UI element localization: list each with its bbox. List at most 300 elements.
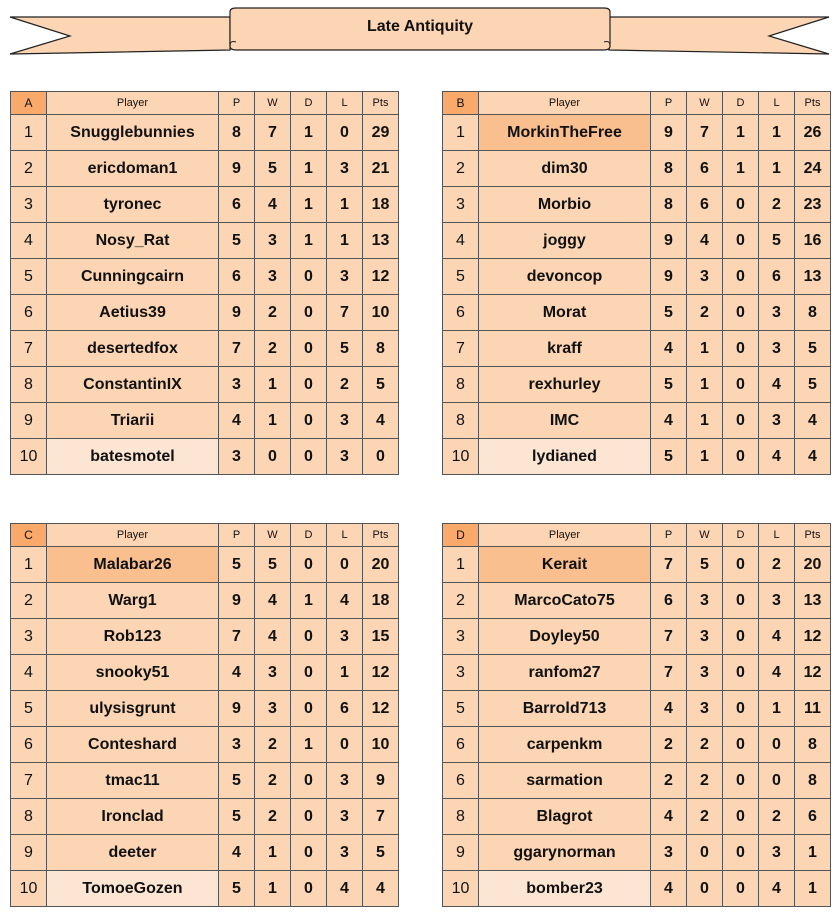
drawn-column-header: D (291, 524, 327, 547)
lost-cell: 2 (759, 187, 795, 223)
played-cell: 9 (219, 691, 255, 727)
drawn-cell: 0 (723, 367, 759, 403)
points-cell: 9 (363, 763, 399, 799)
table-row (11, 187, 399, 223)
table-row (11, 151, 399, 187)
points-cell: 11 (795, 691, 831, 727)
position-cell: 6 (11, 295, 47, 331)
position-cell: 6 (11, 727, 47, 763)
lost-cell: 4 (759, 871, 795, 907)
points-cell: 5 (363, 835, 399, 871)
lost-cell: 4 (327, 583, 363, 619)
points-cell: 12 (795, 619, 831, 655)
table-header-row (443, 524, 831, 547)
played-cell: 9 (219, 151, 255, 187)
won-column-header: W (687, 92, 723, 115)
played-cell: 6 (651, 583, 687, 619)
position-cell: 8 (443, 367, 479, 403)
points-cell: 6 (795, 799, 831, 835)
lost-cell: 0 (327, 115, 363, 151)
played-cell: 3 (651, 835, 687, 871)
lost-cell: 6 (327, 691, 363, 727)
lost-cell: 3 (759, 583, 795, 619)
player-name-cell: IMC (479, 403, 651, 439)
drawn-cell: 1 (723, 151, 759, 187)
player-name-cell: deeter (47, 835, 219, 871)
position-cell: 8 (443, 799, 479, 835)
points-cell: 1 (795, 835, 831, 871)
drawn-cell: 0 (723, 295, 759, 331)
drawn-cell: 0 (723, 403, 759, 439)
played-column-header: P (651, 524, 687, 547)
played-column-header: P (219, 524, 255, 547)
position-cell: 4 (11, 223, 47, 259)
position-cell: 3 (11, 187, 47, 223)
table-row (11, 691, 399, 727)
lost-cell: 0 (327, 727, 363, 763)
played-cell: 4 (219, 403, 255, 439)
played-cell: 5 (651, 295, 687, 331)
drawn-cell: 0 (723, 835, 759, 871)
won-column-header: W (255, 92, 291, 115)
drawn-cell: 0 (723, 871, 759, 907)
played-cell: 8 (219, 115, 255, 151)
lost-cell: 4 (759, 619, 795, 655)
table-row (443, 727, 831, 763)
table-row (11, 259, 399, 295)
drawn-cell: 0 (291, 871, 327, 907)
played-cell: 6 (219, 259, 255, 295)
points-cell: 4 (795, 403, 831, 439)
points-cell: 12 (363, 655, 399, 691)
table-row (443, 835, 831, 871)
drawn-cell: 0 (291, 439, 327, 475)
table-row (11, 871, 399, 907)
lost-column-header: L (327, 524, 363, 547)
played-cell: 2 (651, 727, 687, 763)
drawn-column-header: D (723, 524, 759, 547)
points-cell: 13 (363, 223, 399, 259)
played-cell: 5 (219, 547, 255, 583)
won-cell: 4 (255, 619, 291, 655)
lost-cell: 3 (327, 835, 363, 871)
player-name-cell: dim30 (479, 151, 651, 187)
lost-cell: 3 (327, 799, 363, 835)
lost-cell: 6 (759, 259, 795, 295)
player-name-cell: Nosy_Rat (47, 223, 219, 259)
player-column-header: Player (47, 92, 219, 115)
won-cell: 2 (255, 799, 291, 835)
won-column-header: W (255, 524, 291, 547)
position-cell: 6 (443, 295, 479, 331)
lost-cell: 5 (759, 223, 795, 259)
position-cell: 3 (443, 655, 479, 691)
drawn-cell: 0 (723, 799, 759, 835)
won-cell: 0 (687, 871, 723, 907)
lost-cell: 3 (327, 403, 363, 439)
lost-cell: 3 (759, 835, 795, 871)
won-cell: 7 (687, 115, 723, 151)
group-label: C (11, 524, 47, 547)
lost-cell: 3 (327, 439, 363, 475)
drawn-cell: 1 (291, 151, 327, 187)
played-cell: 7 (219, 619, 255, 655)
table-row (443, 763, 831, 799)
points-cell: 20 (795, 547, 831, 583)
player-name-cell: ConstantinIX (47, 367, 219, 403)
position-cell: 10 (11, 439, 47, 475)
player-name-cell: Morbio (479, 187, 651, 223)
table-row (443, 547, 831, 583)
played-cell: 4 (219, 655, 255, 691)
table-row (443, 367, 831, 403)
player-column-header: Player (479, 92, 651, 115)
drawn-cell: 0 (723, 187, 759, 223)
table-row (443, 871, 831, 907)
player-name-cell: Barrold713 (479, 691, 651, 727)
played-cell: 4 (219, 835, 255, 871)
lost-cell: 3 (759, 403, 795, 439)
table-row (443, 295, 831, 331)
won-cell: 3 (687, 583, 723, 619)
player-name-cell: ulysisgrunt (47, 691, 219, 727)
points-cell: 13 (795, 583, 831, 619)
position-cell: 6 (443, 727, 479, 763)
points-cell: 18 (363, 187, 399, 223)
lost-cell: 0 (759, 727, 795, 763)
points-cell: 16 (795, 223, 831, 259)
lost-cell: 3 (759, 331, 795, 367)
played-cell: 9 (651, 115, 687, 151)
lost-cell: 0 (327, 547, 363, 583)
player-name-cell: MorkinTheFree (479, 115, 651, 151)
points-cell: 21 (363, 151, 399, 187)
won-cell: 1 (687, 439, 723, 475)
won-cell: 1 (255, 403, 291, 439)
lost-cell: 0 (759, 763, 795, 799)
played-cell: 2 (651, 763, 687, 799)
group-c-table (10, 523, 399, 907)
drawn-cell: 0 (291, 403, 327, 439)
played-cell: 9 (651, 259, 687, 295)
group-b-table (442, 91, 831, 475)
drawn-cell: 1 (291, 187, 327, 223)
table-row (11, 403, 399, 439)
table-row (443, 403, 831, 439)
position-cell: 9 (443, 835, 479, 871)
player-name-cell: Ironclad (47, 799, 219, 835)
player-name-cell: Morat (479, 295, 651, 331)
player-name-cell: TomoeGozen (47, 871, 219, 907)
drawn-cell: 0 (291, 763, 327, 799)
points-column-header: Pts (363, 524, 399, 547)
points-cell: 7 (363, 799, 399, 835)
won-cell: 2 (255, 727, 291, 763)
played-cell: 4 (651, 331, 687, 367)
drawn-cell: 0 (291, 259, 327, 295)
table-row (443, 223, 831, 259)
played-cell: 5 (219, 871, 255, 907)
lost-cell: 1 (759, 691, 795, 727)
lost-cell: 7 (327, 295, 363, 331)
drawn-cell: 0 (723, 547, 759, 583)
won-cell: 7 (255, 115, 291, 151)
player-name-cell: Aetius39 (47, 295, 219, 331)
group-d-table (442, 523, 831, 907)
lost-cell: 1 (327, 655, 363, 691)
played-cell: 9 (219, 583, 255, 619)
played-cell: 7 (651, 547, 687, 583)
points-cell: 4 (363, 871, 399, 907)
player-name-cell: Rob123 (47, 619, 219, 655)
table-row (11, 331, 399, 367)
table-row (11, 223, 399, 259)
won-cell: 3 (687, 655, 723, 691)
drawn-cell: 0 (723, 223, 759, 259)
played-cell: 8 (651, 151, 687, 187)
drawn-cell: 0 (723, 439, 759, 475)
played-cell: 7 (651, 619, 687, 655)
table-row (443, 187, 831, 223)
position-cell: 2 (443, 583, 479, 619)
position-cell: 8 (11, 799, 47, 835)
won-cell: 3 (687, 619, 723, 655)
drawn-cell: 0 (723, 763, 759, 799)
won-cell: 4 (687, 223, 723, 259)
won-cell: 3 (255, 259, 291, 295)
player-name-cell: carpenkm (479, 727, 651, 763)
lost-cell: 2 (759, 547, 795, 583)
drawn-cell: 0 (723, 619, 759, 655)
drawn-column-header: D (723, 92, 759, 115)
drawn-cell: 0 (291, 619, 327, 655)
position-cell: 4 (11, 655, 47, 691)
position-cell: 3 (11, 619, 47, 655)
position-cell: 5 (443, 691, 479, 727)
drawn-cell: 1 (291, 223, 327, 259)
won-cell: 0 (687, 835, 723, 871)
won-cell: 2 (687, 727, 723, 763)
player-name-cell: devoncop (479, 259, 651, 295)
points-column-header: Pts (795, 92, 831, 115)
points-cell: 20 (363, 547, 399, 583)
lost-cell: 3 (327, 151, 363, 187)
played-cell: 9 (651, 223, 687, 259)
won-cell: 1 (687, 403, 723, 439)
position-cell: 2 (11, 151, 47, 187)
player-name-cell: ranfom27 (479, 655, 651, 691)
won-cell: 2 (255, 295, 291, 331)
lost-cell: 1 (327, 223, 363, 259)
player-name-cell: bomber23 (479, 871, 651, 907)
player-name-cell: ggarynorman (479, 835, 651, 871)
won-cell: 4 (255, 583, 291, 619)
points-cell: 18 (363, 583, 399, 619)
table-header-row (443, 92, 831, 115)
table-row (11, 115, 399, 151)
played-cell: 5 (219, 799, 255, 835)
points-cell: 1 (795, 871, 831, 907)
table-row (11, 439, 399, 475)
played-cell: 4 (651, 403, 687, 439)
position-cell: 1 (11, 547, 47, 583)
points-cell: 4 (363, 403, 399, 439)
played-cell: 5 (651, 367, 687, 403)
points-cell: 5 (795, 331, 831, 367)
points-cell: 5 (795, 367, 831, 403)
position-cell: 8 (11, 367, 47, 403)
won-cell: 1 (255, 367, 291, 403)
position-cell: 3 (443, 187, 479, 223)
position-cell: 2 (11, 583, 47, 619)
drawn-column-header: D (291, 92, 327, 115)
player-column-header: Player (479, 524, 651, 547)
position-cell: 4 (443, 223, 479, 259)
table-row (11, 727, 399, 763)
player-name-cell: Conteshard (47, 727, 219, 763)
points-cell: 10 (363, 727, 399, 763)
lost-column-header: L (327, 92, 363, 115)
table-row (11, 835, 399, 871)
lost-cell: 4 (327, 871, 363, 907)
points-cell: 12 (363, 691, 399, 727)
position-cell: 7 (11, 331, 47, 367)
points-cell: 26 (795, 115, 831, 151)
table-row (11, 763, 399, 799)
points-cell: 12 (363, 259, 399, 295)
played-cell: 5 (219, 763, 255, 799)
won-cell: 1 (255, 871, 291, 907)
drawn-cell: 0 (291, 799, 327, 835)
points-cell: 8 (795, 295, 831, 331)
lost-cell: 4 (759, 655, 795, 691)
played-column-header: P (651, 92, 687, 115)
won-cell: 2 (255, 331, 291, 367)
player-name-cell: rexhurley (479, 367, 651, 403)
drawn-cell: 0 (291, 655, 327, 691)
page-title: Late Antiquity (366, 18, 474, 35)
drawn-cell: 0 (291, 367, 327, 403)
player-name-cell: Cunningcairn (47, 259, 219, 295)
lost-cell: 1 (327, 187, 363, 223)
played-cell: 8 (651, 187, 687, 223)
lost-cell: 5 (327, 331, 363, 367)
position-cell: 9 (11, 835, 47, 871)
player-name-cell: joggy (479, 223, 651, 259)
played-cell: 4 (651, 691, 687, 727)
won-cell: 4 (255, 187, 291, 223)
table-row (443, 439, 831, 475)
played-cell: 3 (219, 367, 255, 403)
table-row (443, 655, 831, 691)
won-cell: 6 (687, 187, 723, 223)
title-banner (0, 0, 839, 70)
lost-cell: 3 (759, 295, 795, 331)
player-name-cell: Triarii (47, 403, 219, 439)
player-name-cell: lydianed (479, 439, 651, 475)
lost-cell: 4 (759, 367, 795, 403)
drawn-cell: 0 (291, 295, 327, 331)
player-name-cell: sarmation (479, 763, 651, 799)
player-name-cell: Kerait (479, 547, 651, 583)
table-row (11, 583, 399, 619)
played-cell: 9 (219, 295, 255, 331)
drawn-cell: 1 (723, 115, 759, 151)
group-label: A (11, 92, 47, 115)
player-name-cell: Blagrot (479, 799, 651, 835)
lost-column-header: L (759, 524, 795, 547)
drawn-cell: 0 (723, 727, 759, 763)
lost-cell: 1 (759, 151, 795, 187)
position-cell: 5 (11, 259, 47, 295)
position-cell: 6 (443, 763, 479, 799)
won-cell: 2 (255, 763, 291, 799)
played-cell: 5 (651, 439, 687, 475)
lost-cell: 1 (759, 115, 795, 151)
group-label: B (443, 92, 479, 115)
points-cell: 23 (795, 187, 831, 223)
won-cell: 5 (255, 151, 291, 187)
drawn-cell: 0 (291, 835, 327, 871)
player-name-cell: tyronec (47, 187, 219, 223)
player-name-cell: tmac11 (47, 763, 219, 799)
player-name-cell: batesmotel (47, 439, 219, 475)
lost-cell: 4 (759, 439, 795, 475)
drawn-cell: 1 (291, 583, 327, 619)
drawn-cell: 0 (723, 691, 759, 727)
won-cell: 2 (687, 799, 723, 835)
points-cell: 8 (795, 727, 831, 763)
table-row (443, 259, 831, 295)
position-cell: 10 (443, 871, 479, 907)
won-cell: 5 (255, 547, 291, 583)
points-cell: 10 (363, 295, 399, 331)
won-cell: 2 (687, 295, 723, 331)
won-cell: 5 (687, 547, 723, 583)
player-name-cell: ericdoman1 (47, 151, 219, 187)
played-cell: 5 (219, 223, 255, 259)
lost-cell: 3 (327, 259, 363, 295)
table-row (11, 367, 399, 403)
position-cell: 7 (443, 331, 479, 367)
position-cell: 5 (11, 691, 47, 727)
lost-column-header: L (759, 92, 795, 115)
drawn-cell: 0 (291, 691, 327, 727)
player-column-header: Player (47, 524, 219, 547)
position-cell: 10 (443, 439, 479, 475)
played-column-header: P (219, 92, 255, 115)
table-row (443, 583, 831, 619)
drawn-cell: 0 (291, 547, 327, 583)
won-cell: 3 (687, 691, 723, 727)
points-cell: 5 (363, 367, 399, 403)
table-row (11, 295, 399, 331)
played-cell: 4 (651, 799, 687, 835)
player-name-cell: MarcoCato75 (479, 583, 651, 619)
table-row (11, 799, 399, 835)
drawn-cell: 1 (291, 727, 327, 763)
lost-cell: 3 (327, 763, 363, 799)
player-name-cell: Warg1 (47, 583, 219, 619)
drawn-cell: 0 (723, 655, 759, 691)
table-row (11, 655, 399, 691)
points-cell: 8 (363, 331, 399, 367)
won-cell: 0 (255, 439, 291, 475)
drawn-cell: 0 (723, 259, 759, 295)
table-row (443, 619, 831, 655)
table-row (443, 115, 831, 151)
table-header-row (11, 524, 399, 547)
